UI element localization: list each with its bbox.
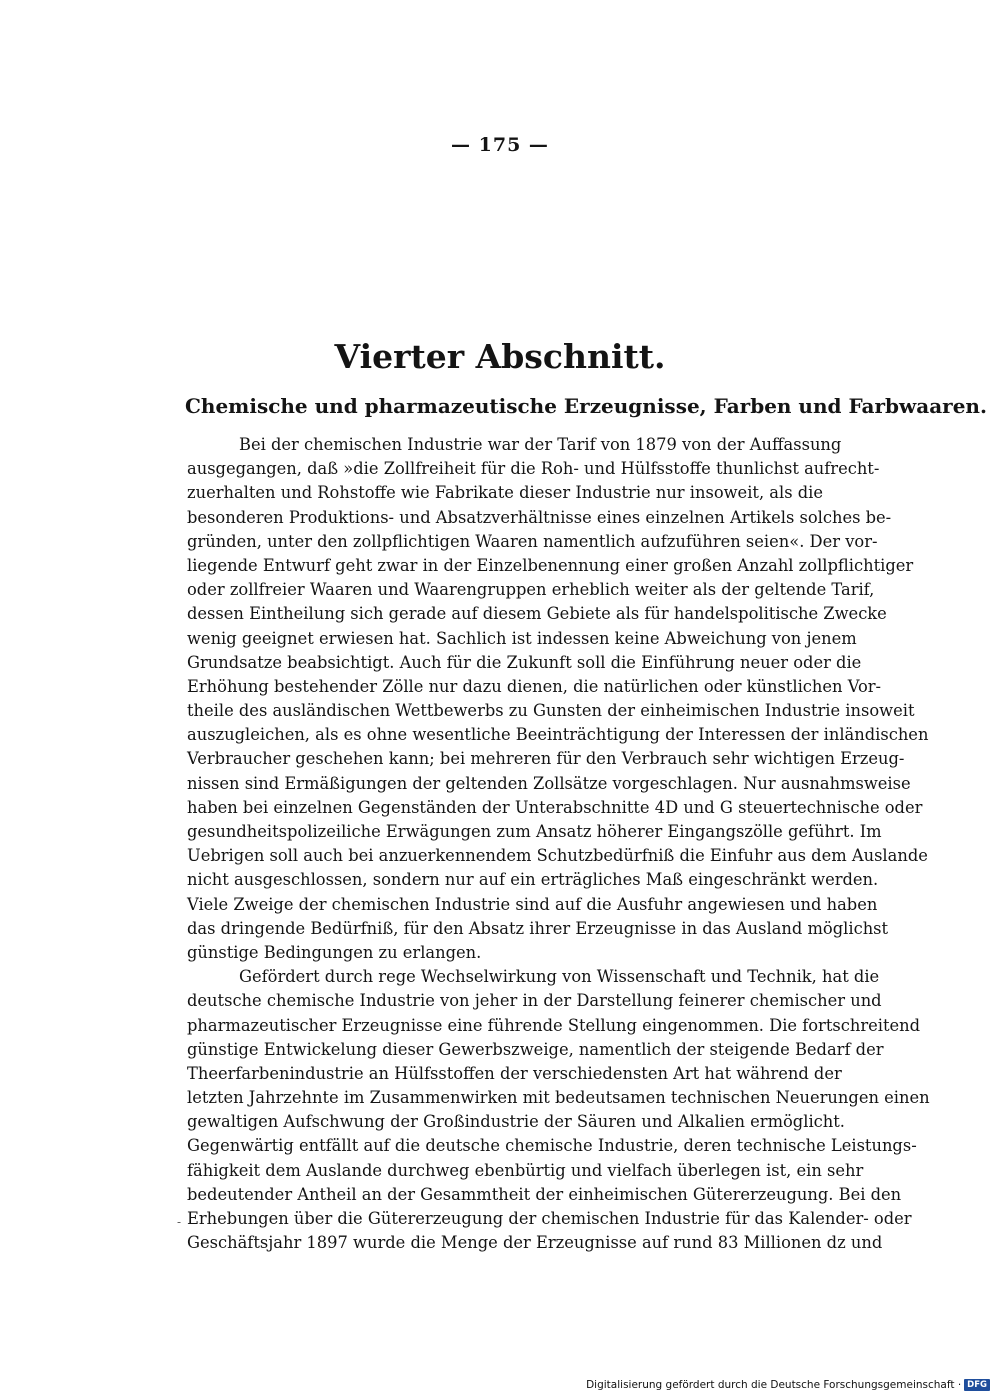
text-line: gründen, unter den zollpflichtigen Waaren namentlich aufzuführen seien«. Der vor- (187, 531, 878, 551)
text-line: Bei der chemischen Industrie war der Tarif von 1879 von der Auffassung (239, 435, 842, 454)
text-line: Erhebungen über die Gütererzeugung der chemischen Industrie für das Kalender- oder (187, 1209, 912, 1228)
text-line: günstige Bedingungen zu erlangen. (187, 942, 482, 962)
text-line: besonderen Produktions- und Absatzverhältnisse eines einzelnen Artikels solches be- (187, 507, 892, 527)
text-line: Viele Zweige der chemischen Industrie sind auf die Ausfuhr angewiesen und haben (187, 894, 878, 914)
text-line: bedeutender Antheil an der Gesammtheit der einheimischen Gütererzeugung. Bei den (187, 1184, 902, 1204)
text-line: deutsche chemische Industrie von jeher in der Darstellung feinerer chemischer und (187, 991, 882, 1011)
margin-mark: - (177, 1215, 182, 1229)
text-line: oder zollfreier Waaren und Waarengruppen erheblich weiter als der geltende Tarif, (187, 580, 875, 600)
text-line: haben bei einzelnen Gegenständen der Unterabschnitte 4D und G steuertechnische oder (187, 797, 923, 817)
text-line: fähigkeit dem Auslande durchweg ebenbürtig und vielfach überlegen ist, ein sehr (187, 1160, 864, 1180)
text-line: Verbraucher geschehen kann; bei mehreren für den Verbrauch sehr wichtigen Erzeug- (187, 749, 905, 769)
text-line: gewaltigen Aufschwung der Großindustrie der Säuren und Alkalien ermöglicht. (187, 1112, 845, 1132)
text-line: Gegenwärtig entfällt auf die deutsche chemische Industrie, deren technische Leistungs- (187, 1136, 917, 1156)
text-line: Theerfarbenindustrie an Hülfsstoffen der verschiedensten Art hat während der (187, 1063, 842, 1083)
text-line: letzten Jahrzehnte im Zusammenwirken mit bedeutsamen technischen Neuerungen einen (187, 1088, 930, 1108)
section-subtitle: Chemische und pharmazeutische Erzeugnisse, Farben und Farbwaaren. (185, 394, 987, 418)
dfg-logo-icon: DFG (964, 1379, 990, 1391)
text-line: nissen sind Ermäßigungen der geltenden Zollsätze vorgeschlagen. Nur ausnahmsweise (187, 773, 911, 793)
text-line: das dringende Bedürfniß, für den Absatz ihrer Erzeugnisse in das Ausland möglichst (187, 918, 889, 938)
text-line: Uebrigen soll auch bei anzuerkennendem Schutzbedürfniß die Einfuhr aus dem Auslande (187, 846, 928, 866)
body-text (187, 433, 930, 1255)
text-line: Erhöhung bestehender Zölle nur dazu dienen, die natürlichen oder künstlichen Vor- (187, 676, 882, 696)
text-line: nicht ausgeschlossen, sondern nur auf ein erträgliches Maß eingeschränkt werden. (187, 870, 879, 890)
page-number: — 175 — (451, 134, 549, 156)
text-line: pharmazeutischer Erzeugnisse eine führende Stellung eingenommen. Die fortschreitend (187, 1015, 921, 1035)
text-line: günstige Entwickelung dieser Gewerbszweige, namentlich der steigende Bedarf der (187, 1039, 884, 1059)
text-line: gesundheitspolizeiliche Erwägungen zum Ansatz höherer Eingangszölle geführt. Im (187, 822, 882, 841)
text-line: liegende Entwurf geht zwar in der Einzelbenennung einer großen Anzahl zollpflichtiger (187, 555, 914, 575)
text-line: ausgegangen, daß »die Zollfreiheit für die Roh- und Hülfsstoffe thunlichst aufrecht- (187, 459, 880, 479)
text-line: dessen Eintheilung sich gerade auf diesem Gebiete als für handelspolitische Zwecke (187, 604, 887, 624)
text-line: Geschäftsjahr 1897 wurde die Menge der Erzeugnisse auf rund 83 Millionen dz und (187, 1233, 883, 1253)
text-line: wenig geeignet erwiesen hat. Sachlich ist indessen keine Abweichung von jenem (187, 628, 857, 648)
footer-credit: Digitalisierung gefördert durch die Deutsche Forschungsgemeinschaft · (586, 1379, 962, 1391)
text-line: auszugleichen, als es ohne wesentliche Beeinträchtigung der Interessen der inländischen (187, 725, 929, 745)
text-line: Gefördert durch rege Wechselwirkung von Wissenschaft und Technik, hat die (239, 967, 880, 987)
section-title: Vierter Abschnitt. (334, 337, 666, 376)
text-line: zuerhalten und Rohstoffe wie Fabrikate dieser Industrie nur insoweit, als die (187, 483, 824, 503)
text-line: theile des ausländischen Wettbewerbs zu Gunsten der einheimischen Industrie insoweit (187, 701, 915, 721)
text-line: Grundsatze beabsichtigt. Auch für die Zukunft soll die Einführung neuer oder die (187, 652, 862, 672)
footer (586, 1379, 990, 1391)
